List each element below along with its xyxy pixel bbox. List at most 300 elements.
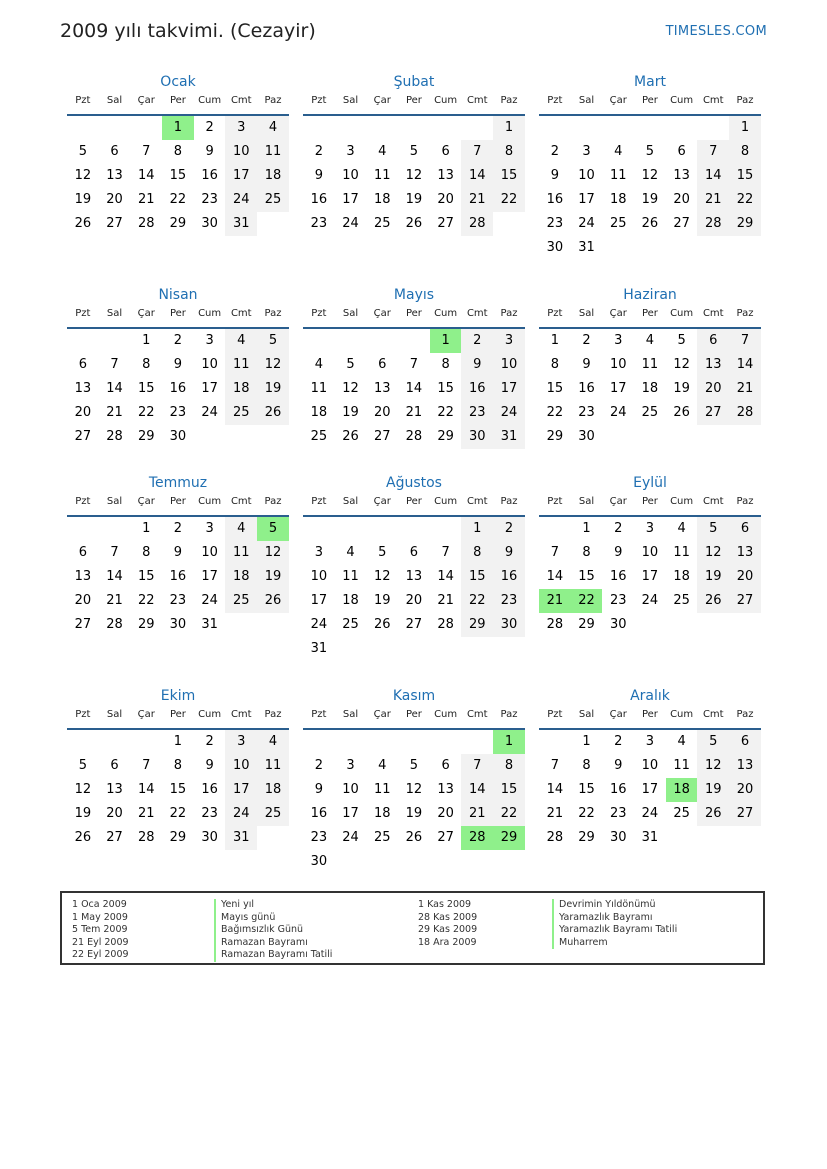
- weekday-label: Cum: [434, 308, 458, 319]
- day-cell: 30: [169, 617, 187, 632]
- day-cell: 14: [437, 569, 454, 584]
- day-cell: 5: [378, 545, 387, 560]
- empty-cell: [461, 116, 493, 140]
- empty-cell: [303, 730, 335, 754]
- day-cell: 29: [437, 429, 454, 444]
- legend-left-dates: [72, 899, 129, 962]
- weekday-label: Pzt: [547, 496, 563, 507]
- day-cell: 27: [74, 617, 92, 632]
- day-cell: 15: [169, 168, 187, 183]
- day-cell: 3: [205, 333, 214, 348]
- day-cell: 2: [550, 144, 559, 159]
- day-cell: 27: [106, 830, 123, 845]
- day-cell: 13: [373, 381, 391, 396]
- day-cell: 3: [614, 333, 623, 348]
- holiday-cell: 18: [666, 778, 698, 802]
- day-cell: 3: [346, 144, 355, 159]
- legend-date: 21 Eyl 2009: [72, 936, 129, 948]
- day-cell: 5: [677, 333, 686, 348]
- day-cell: 27: [697, 401, 729, 425]
- day-cell: 9: [550, 168, 559, 183]
- day-cell: 18: [257, 164, 289, 188]
- day-cell: 16: [461, 377, 493, 401]
- day-cell: 1: [142, 333, 151, 348]
- day-cell: 10: [201, 545, 218, 560]
- day-cell: 14: [461, 164, 493, 188]
- weekday-label: Paz: [736, 308, 754, 319]
- day-cell: 28: [546, 830, 564, 845]
- day-cell: 7: [461, 754, 493, 778]
- day-cell: 4: [225, 329, 257, 353]
- day-cell: 28: [405, 429, 423, 444]
- day-cell: 10: [225, 754, 257, 778]
- day-cell: 14: [546, 782, 564, 797]
- day-cell: 10: [641, 545, 659, 560]
- day-cell: 11: [609, 168, 627, 183]
- month-name: Haziran: [623, 287, 677, 303]
- day-cell: 22: [137, 405, 155, 420]
- day-cell: 16: [578, 381, 595, 396]
- day-cell: 22: [169, 192, 187, 207]
- day-grid: [539, 116, 761, 260]
- weekday-label: Çar: [137, 95, 155, 106]
- day-cell: 13: [106, 782, 123, 797]
- day-cell: 19: [405, 806, 423, 821]
- month-calendar: [539, 473, 761, 637]
- month-name: Mart: [634, 74, 666, 90]
- day-grid: [303, 730, 525, 874]
- day-cell: 26: [74, 216, 92, 231]
- day-cell: 4: [257, 116, 289, 140]
- day-cell: 20: [74, 405, 92, 420]
- day-cell: 8: [582, 758, 591, 773]
- empty-cell: [366, 116, 398, 140]
- day-cell: 6: [409, 545, 419, 560]
- day-cell: 1: [582, 521, 591, 536]
- empty-cell: [366, 517, 398, 541]
- day-cell: 2: [205, 120, 214, 135]
- empty-cell: [398, 730, 430, 754]
- day-cell: 17: [578, 192, 595, 207]
- day-cell: 6: [441, 758, 450, 773]
- day-cell: 21: [106, 405, 123, 420]
- month-calendar: [539, 686, 761, 850]
- day-cell: 9: [614, 545, 623, 560]
- empty-cell: [398, 329, 430, 353]
- day-cell: 24: [225, 188, 257, 212]
- month-calendar: [539, 72, 761, 260]
- weekday-label: Pzt: [311, 308, 327, 319]
- day-cell: 12: [74, 168, 92, 183]
- weekday-label: Çar: [137, 709, 155, 720]
- day-cell: 12: [74, 782, 92, 797]
- day-cell: 30: [201, 830, 218, 845]
- legend-holiday-name: Devrimin Yıldönümü: [552, 899, 677, 912]
- day-cell: 4: [614, 144, 623, 159]
- day-cell: 2: [614, 734, 623, 749]
- day-cell: 23: [546, 216, 564, 231]
- legend-holiday-name: Yaramazlık Bayramı Tatili: [552, 924, 677, 937]
- day-cell: 20: [729, 565, 761, 589]
- day-cell: 5: [346, 357, 355, 372]
- holiday-cell: 1: [430, 329, 462, 353]
- day-cell: 21: [405, 405, 423, 420]
- day-cell: 9: [493, 541, 525, 565]
- day-cell: 19: [257, 565, 289, 589]
- day-cell: 20: [729, 778, 761, 802]
- day-cell: 15: [137, 569, 155, 584]
- empty-cell: [67, 116, 99, 140]
- day-cell: 20: [106, 806, 123, 821]
- day-cell: 12: [405, 168, 423, 183]
- day-cell: 22: [546, 405, 564, 420]
- day-cell: 24: [225, 802, 257, 826]
- day-cell: 31: [225, 826, 257, 850]
- day-cell: 3: [225, 116, 257, 140]
- empty-cell: [430, 517, 462, 541]
- empty-cell: [634, 116, 666, 140]
- empty-cell: [461, 730, 493, 754]
- day-cell: 8: [142, 357, 151, 372]
- empty-cell: [99, 116, 131, 140]
- day-cell: 20: [437, 192, 454, 207]
- weekday-label: Per: [405, 709, 422, 720]
- day-cell: 19: [257, 377, 289, 401]
- day-cell: 13: [729, 541, 761, 565]
- day-cell: 28: [729, 401, 761, 425]
- day-cell: 18: [641, 381, 659, 396]
- month-name: Mayıs: [393, 287, 435, 303]
- day-cell: 2: [314, 144, 323, 159]
- weekday-label: Cmt: [702, 496, 724, 507]
- day-cell: 15: [729, 164, 761, 188]
- day-cell: 3: [205, 521, 214, 536]
- holiday-cell: 29: [493, 826, 525, 850]
- day-cell: 21: [546, 806, 564, 821]
- weekday-label: Sal: [342, 308, 359, 319]
- day-cell: 23: [461, 401, 493, 425]
- empty-cell: [697, 116, 729, 140]
- day-cell: 14: [106, 569, 123, 584]
- day-cell: 29: [578, 830, 595, 845]
- day-cell: 4: [677, 734, 686, 749]
- day-cell: 30: [461, 425, 493, 449]
- weekday-label: Sal: [342, 709, 359, 720]
- day-cell: 24: [201, 405, 218, 420]
- day-cell: 12: [405, 782, 423, 797]
- empty-cell: [398, 517, 430, 541]
- day-cell: 24: [641, 593, 659, 608]
- day-cell: 13: [697, 353, 729, 377]
- day-cell: 25: [373, 830, 391, 845]
- empty-cell: [99, 329, 131, 353]
- day-cell: 8: [441, 357, 450, 372]
- day-cell: 2: [493, 517, 525, 541]
- weekday-label: Çar: [609, 709, 627, 720]
- day-cell: 27: [106, 216, 123, 231]
- weekday-label: Çar: [137, 496, 155, 507]
- day-cell: 23: [493, 589, 525, 613]
- legend-date: 1 May 2009: [72, 911, 128, 923]
- empty-cell: [539, 730, 571, 754]
- month-calendar: [303, 473, 525, 661]
- day-cell: 2: [582, 333, 591, 348]
- holiday-cell: 28: [461, 826, 493, 850]
- empty-cell: [99, 730, 131, 754]
- day-cell: 10: [578, 168, 595, 183]
- day-cell: 1: [582, 734, 591, 749]
- day-cell: 31: [493, 425, 525, 449]
- day-cell: 25: [609, 216, 627, 231]
- weekday-label: Per: [169, 709, 186, 720]
- weekday-label: Paz: [264, 496, 282, 507]
- day-grid: [303, 116, 525, 236]
- day-cell: 22: [493, 802, 525, 826]
- holiday-cell: 22: [571, 589, 603, 613]
- day-grid: [67, 116, 289, 236]
- day-cell: 9: [314, 168, 323, 183]
- day-cell: 14: [137, 168, 155, 183]
- empty-cell: [335, 116, 367, 140]
- day-cell: 3: [225, 730, 257, 754]
- day-cell: 27: [373, 429, 391, 444]
- day-cell: 24: [493, 401, 525, 425]
- day-cell: 25: [310, 429, 328, 444]
- day-cell: 1: [461, 517, 493, 541]
- legend-date: 18 Ara 2009: [418, 936, 477, 948]
- day-cell: 8: [729, 140, 761, 164]
- day-cell: 29: [546, 429, 564, 444]
- day-cell: 25: [673, 806, 690, 821]
- day-cell: 1: [142, 521, 151, 536]
- day-cell: 24: [201, 593, 218, 608]
- day-cell: 17: [342, 192, 359, 207]
- page-title: 2009 yılı takvimi. (Cezayir): [60, 20, 316, 42]
- day-cell: 14: [106, 381, 123, 396]
- day-cell: 28: [697, 212, 729, 236]
- day-cell: 30: [169, 429, 187, 444]
- legend-date: 22 Eyl 2009: [72, 949, 129, 960]
- day-cell: 30: [609, 830, 627, 845]
- day-cell: 20: [697, 377, 729, 401]
- day-cell: 23: [201, 806, 218, 821]
- day-cell: 15: [546, 381, 564, 396]
- day-cell: 13: [729, 754, 761, 778]
- weekday-label: Pzt: [547, 95, 563, 106]
- day-cell: 14: [461, 778, 493, 802]
- day-cell: 13: [405, 569, 423, 584]
- day-cell: 20: [373, 405, 391, 420]
- empty-cell: [335, 517, 367, 541]
- empty-cell: [666, 116, 698, 140]
- day-cell: 11: [225, 353, 257, 377]
- month-calendar: [303, 686, 525, 874]
- day-cell: 19: [673, 381, 690, 396]
- day-cell: 8: [493, 140, 525, 164]
- empty-cell: [602, 116, 634, 140]
- weekday-label: Pzt: [75, 709, 91, 720]
- day-cell: 16: [493, 565, 525, 589]
- day-cell: 18: [225, 565, 257, 589]
- day-cell: 4: [257, 730, 289, 754]
- weekday-header: [303, 493, 525, 517]
- weekday-label: Çar: [609, 308, 627, 319]
- site-link[interactable]: TIMESLES.COM: [665, 24, 767, 39]
- day-cell: 14: [729, 353, 761, 377]
- weekday-label: Per: [641, 95, 658, 106]
- legend-holiday-name: Mayıs günü: [214, 912, 332, 925]
- day-cell: 8: [550, 357, 559, 372]
- weekday-label: Pzt: [311, 709, 327, 720]
- weekday-label: Cum: [670, 496, 694, 507]
- day-cell: 4: [378, 144, 387, 159]
- weekday-label: Pzt: [311, 496, 327, 507]
- day-cell: 5: [697, 517, 729, 541]
- weekday-header: [303, 706, 525, 730]
- weekday-label: Sal: [106, 95, 123, 106]
- day-cell: 27: [673, 216, 690, 231]
- weekday-label: Cmt: [466, 709, 488, 720]
- day-cell: 24: [342, 216, 359, 231]
- day-cell: 25: [342, 617, 359, 632]
- weekday-label: Çar: [373, 496, 391, 507]
- weekday-header: [539, 493, 761, 517]
- day-cell: 13: [437, 168, 454, 183]
- day-cell: 8: [142, 545, 151, 560]
- weekday-label: Paz: [500, 95, 518, 106]
- legend-date: 29 Kas 2009: [418, 924, 478, 935]
- month-name: Aralık: [630, 688, 670, 704]
- day-cell: 6: [677, 144, 686, 159]
- day-cell: 29: [169, 216, 187, 231]
- day-cell: 7: [409, 357, 419, 372]
- day-cell: 17: [493, 377, 525, 401]
- day-cell: 4: [346, 545, 355, 560]
- day-cell: 11: [257, 140, 289, 164]
- day-cell: 29: [461, 613, 493, 637]
- day-cell: 24: [641, 806, 659, 821]
- empty-cell: [430, 730, 462, 754]
- day-cell: 16: [310, 806, 328, 821]
- weekday-header: [539, 305, 761, 329]
- weekday-label: Cmt: [466, 496, 488, 507]
- day-cell: 25: [225, 589, 257, 613]
- legend-holiday-name: Ramazan Bayramı: [214, 937, 332, 950]
- empty-cell: [67, 517, 99, 541]
- day-cell: 17: [201, 569, 218, 584]
- day-cell: 6: [697, 329, 729, 353]
- weekday-label: Paz: [500, 308, 518, 319]
- day-cell: 30: [493, 613, 525, 637]
- day-cell: 16: [310, 192, 328, 207]
- day-cell: 30: [310, 854, 328, 869]
- empty-cell: [303, 517, 335, 541]
- day-cell: 16: [201, 168, 218, 183]
- day-cell: 6: [729, 517, 761, 541]
- empty-cell: [303, 329, 335, 353]
- weekday-label: Sal: [342, 95, 359, 106]
- day-cell: 31: [310, 641, 328, 656]
- legend-right-names: [552, 899, 677, 949]
- day-cell: 2: [173, 521, 183, 536]
- day-cell: 23: [578, 405, 595, 420]
- day-cell: 22: [169, 806, 187, 821]
- day-cell: 5: [697, 730, 729, 754]
- day-cell: 18: [609, 192, 627, 207]
- day-cell: 8: [493, 754, 525, 778]
- legend-date: 28 Kas 2009: [418, 911, 478, 923]
- month-name: Eylül: [633, 475, 667, 491]
- legend-right-dates: [418, 899, 477, 949]
- day-cell: 1: [173, 734, 183, 749]
- day-cell: 19: [697, 565, 729, 589]
- day-cell: 26: [697, 589, 729, 613]
- empty-cell: [303, 116, 335, 140]
- day-cell: 12: [342, 381, 359, 396]
- day-cell: 4: [677, 521, 686, 536]
- day-grid: [303, 329, 525, 449]
- day-cell: 25: [257, 188, 289, 212]
- weekday-label: Paz: [736, 496, 754, 507]
- weekday-label: Sal: [578, 496, 595, 507]
- day-cell: 18: [225, 377, 257, 401]
- day-cell: 11: [342, 569, 359, 584]
- day-cell: 10: [201, 357, 218, 372]
- legend-holiday-name: Bağımsızlık Günü: [214, 924, 332, 937]
- day-cell: 10: [342, 782, 359, 797]
- day-cell: 29: [137, 429, 155, 444]
- day-cell: 3: [314, 545, 323, 560]
- legend-date: 5 Tem 2009: [72, 924, 128, 935]
- weekday-label: Çar: [373, 709, 391, 720]
- month-calendar: [67, 686, 289, 850]
- weekday-label: Sal: [106, 496, 123, 507]
- day-cell: 4: [225, 517, 257, 541]
- day-cell: 2: [314, 758, 323, 773]
- weekday-header: [67, 706, 289, 730]
- day-cell: 13: [74, 381, 92, 396]
- day-cell: 9: [461, 353, 493, 377]
- day-cell: 18: [673, 569, 690, 584]
- day-grid: [539, 329, 761, 449]
- day-cell: 9: [205, 758, 214, 773]
- day-cell: 9: [582, 357, 591, 372]
- day-cell: 11: [225, 541, 257, 565]
- weekday-header: [303, 92, 525, 116]
- day-cell: 25: [225, 401, 257, 425]
- weekday-label: Per: [641, 308, 658, 319]
- day-cell: 9: [173, 545, 183, 560]
- day-cell: 14: [405, 381, 423, 396]
- day-cell: 9: [173, 357, 183, 372]
- weekday-label: Per: [169, 496, 186, 507]
- weekday-label: Paz: [500, 709, 518, 720]
- day-cell: 17: [201, 381, 218, 396]
- day-cell: 20: [673, 192, 690, 207]
- empty-cell: [539, 517, 571, 541]
- day-cell: 3: [645, 521, 655, 536]
- day-cell: 30: [578, 429, 595, 444]
- empty-cell: [539, 116, 571, 140]
- day-cell: 16: [169, 569, 187, 584]
- holiday-cell: 5: [257, 517, 289, 541]
- day-cell: 21: [697, 188, 729, 212]
- weekday-label: Cmt: [230, 308, 252, 319]
- day-cell: 26: [342, 429, 359, 444]
- day-cell: 13: [673, 168, 690, 183]
- day-cell: 8: [173, 758, 183, 773]
- weekday-header: [539, 706, 761, 730]
